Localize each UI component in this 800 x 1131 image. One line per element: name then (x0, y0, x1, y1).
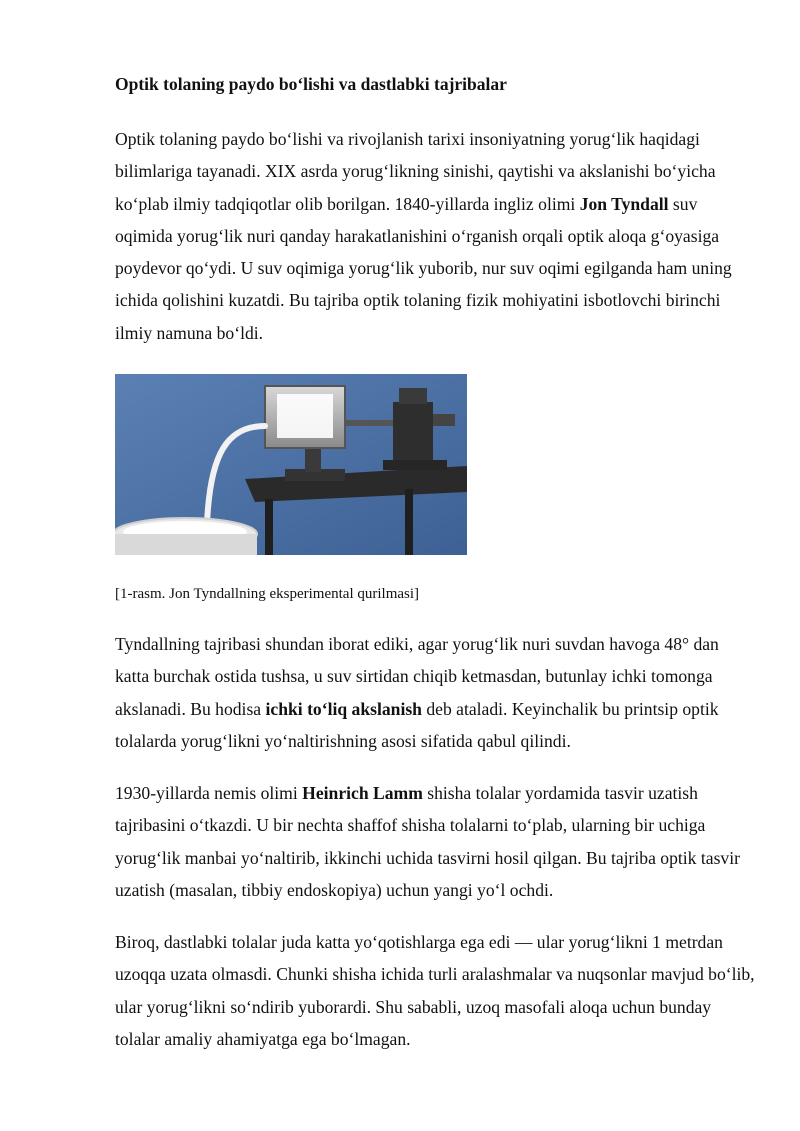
table-leg (265, 499, 273, 555)
paragraph-text: deb ataladi. Keyinchalik bu printsip optik tolalarda yorug‘likni yo‘naltirishning asosi sifatida qabul qilindi. (115, 698, 719, 751)
paragraph-text: Optik tolaning paydo bo‘lishi va rivojlanish tarixi insoniyatning yorug‘lik haqidagi bilimlariga tayanadi. XIX asrda yorug‘likning sinishi, qaytishi va akslanishi bo‘yicha ko‘plab ilmiy tadqiqotlar olib borilgan. 1840-yillarda ingliz olimi (115, 129, 716, 214)
water-basin-side (115, 534, 257, 555)
connector-rod (345, 420, 395, 426)
table-leg (405, 489, 413, 555)
instrument-top (399, 388, 427, 404)
paragraph-text: shisha tolalar yordamida tasvir uzatish tajribasini o‘tkazdi. U bir nechta shaffof shisha tolalarni to‘plab, ularning bir uchiga yorug‘lik manbai yo‘naltirib, ikkinchi uchida tasvirni hosil qilgan. Bu tajriba optik tasvir uzatish (masalan, tibbiy endoskopiya) uchun yangi yo‘l ochdi. (115, 783, 740, 900)
paragraph-text: suv oqimida yorug‘lik nuri qanday harakatlanishini o‘rganish orqali optik aloqa g‘oyasiga poydevor qo‘ydi. U suv oqimiga yorug‘lik yuborib, nur suv oqimi egilganda ham uning ichida qolishini kuzatdi. Bu tajriba optik tolaning fizik mohiyatini isbotlovchi birinchi ilmiy namuna bo‘ldi. (115, 193, 732, 343)
tyndall-apparatus-figure (115, 374, 467, 555)
paragraph-text: 1930-yillarda nemis olimi (115, 783, 303, 803)
document-title: Optik tolaning paydo bo‘lishi va dastlabki tajribalar (115, 74, 507, 94)
lamp-window (277, 394, 333, 438)
bold-term-heinrich-lamm: Heinrich Lamm (302, 783, 423, 803)
instrument-knob (433, 414, 455, 426)
paragraph-1 (115, 123, 755, 349)
paragraph-text: Tyndallning tajribasi shundan iborat ediki, agar yorug‘lik nuri suvdan havoga 48° dan katta burchak ostida tushsa, u suv sirtidan chiqib ketmasdan, butunlay ichki tomonga akslanadi. Bu hodisa (115, 634, 719, 719)
instrument-body (393, 402, 433, 462)
paragraph-3 (115, 777, 755, 906)
bold-term-jon-tyndall: Jon Tyndall (579, 193, 669, 214)
paragraph-2 (115, 628, 755, 757)
paragraph-4 (115, 926, 755, 1055)
figure-caption: [1-rasm. Jon Tyndallning eksperimental qurilmasi] (115, 586, 420, 602)
paragraph-text: Biroq, dastlabki tolalar juda katta yo‘qotishlarga ega edi — ular yorug‘likni 1 metrdan uzoqqa uzata olmasdi. Chunki shisha ichida turli aralashmalar va nuqsonlar mavjud bo‘lib, ular yorug‘likni so‘ndirib yuborardi. Shu sababli, uzoq masofali aloqa uchun bunday tolalar amaliy ahamiyatga ega bo‘lmagan. (115, 932, 755, 1049)
instrument-base (383, 460, 447, 470)
bold-term-total-internal-reflection: ichki to‘liq akslanish (265, 698, 422, 719)
